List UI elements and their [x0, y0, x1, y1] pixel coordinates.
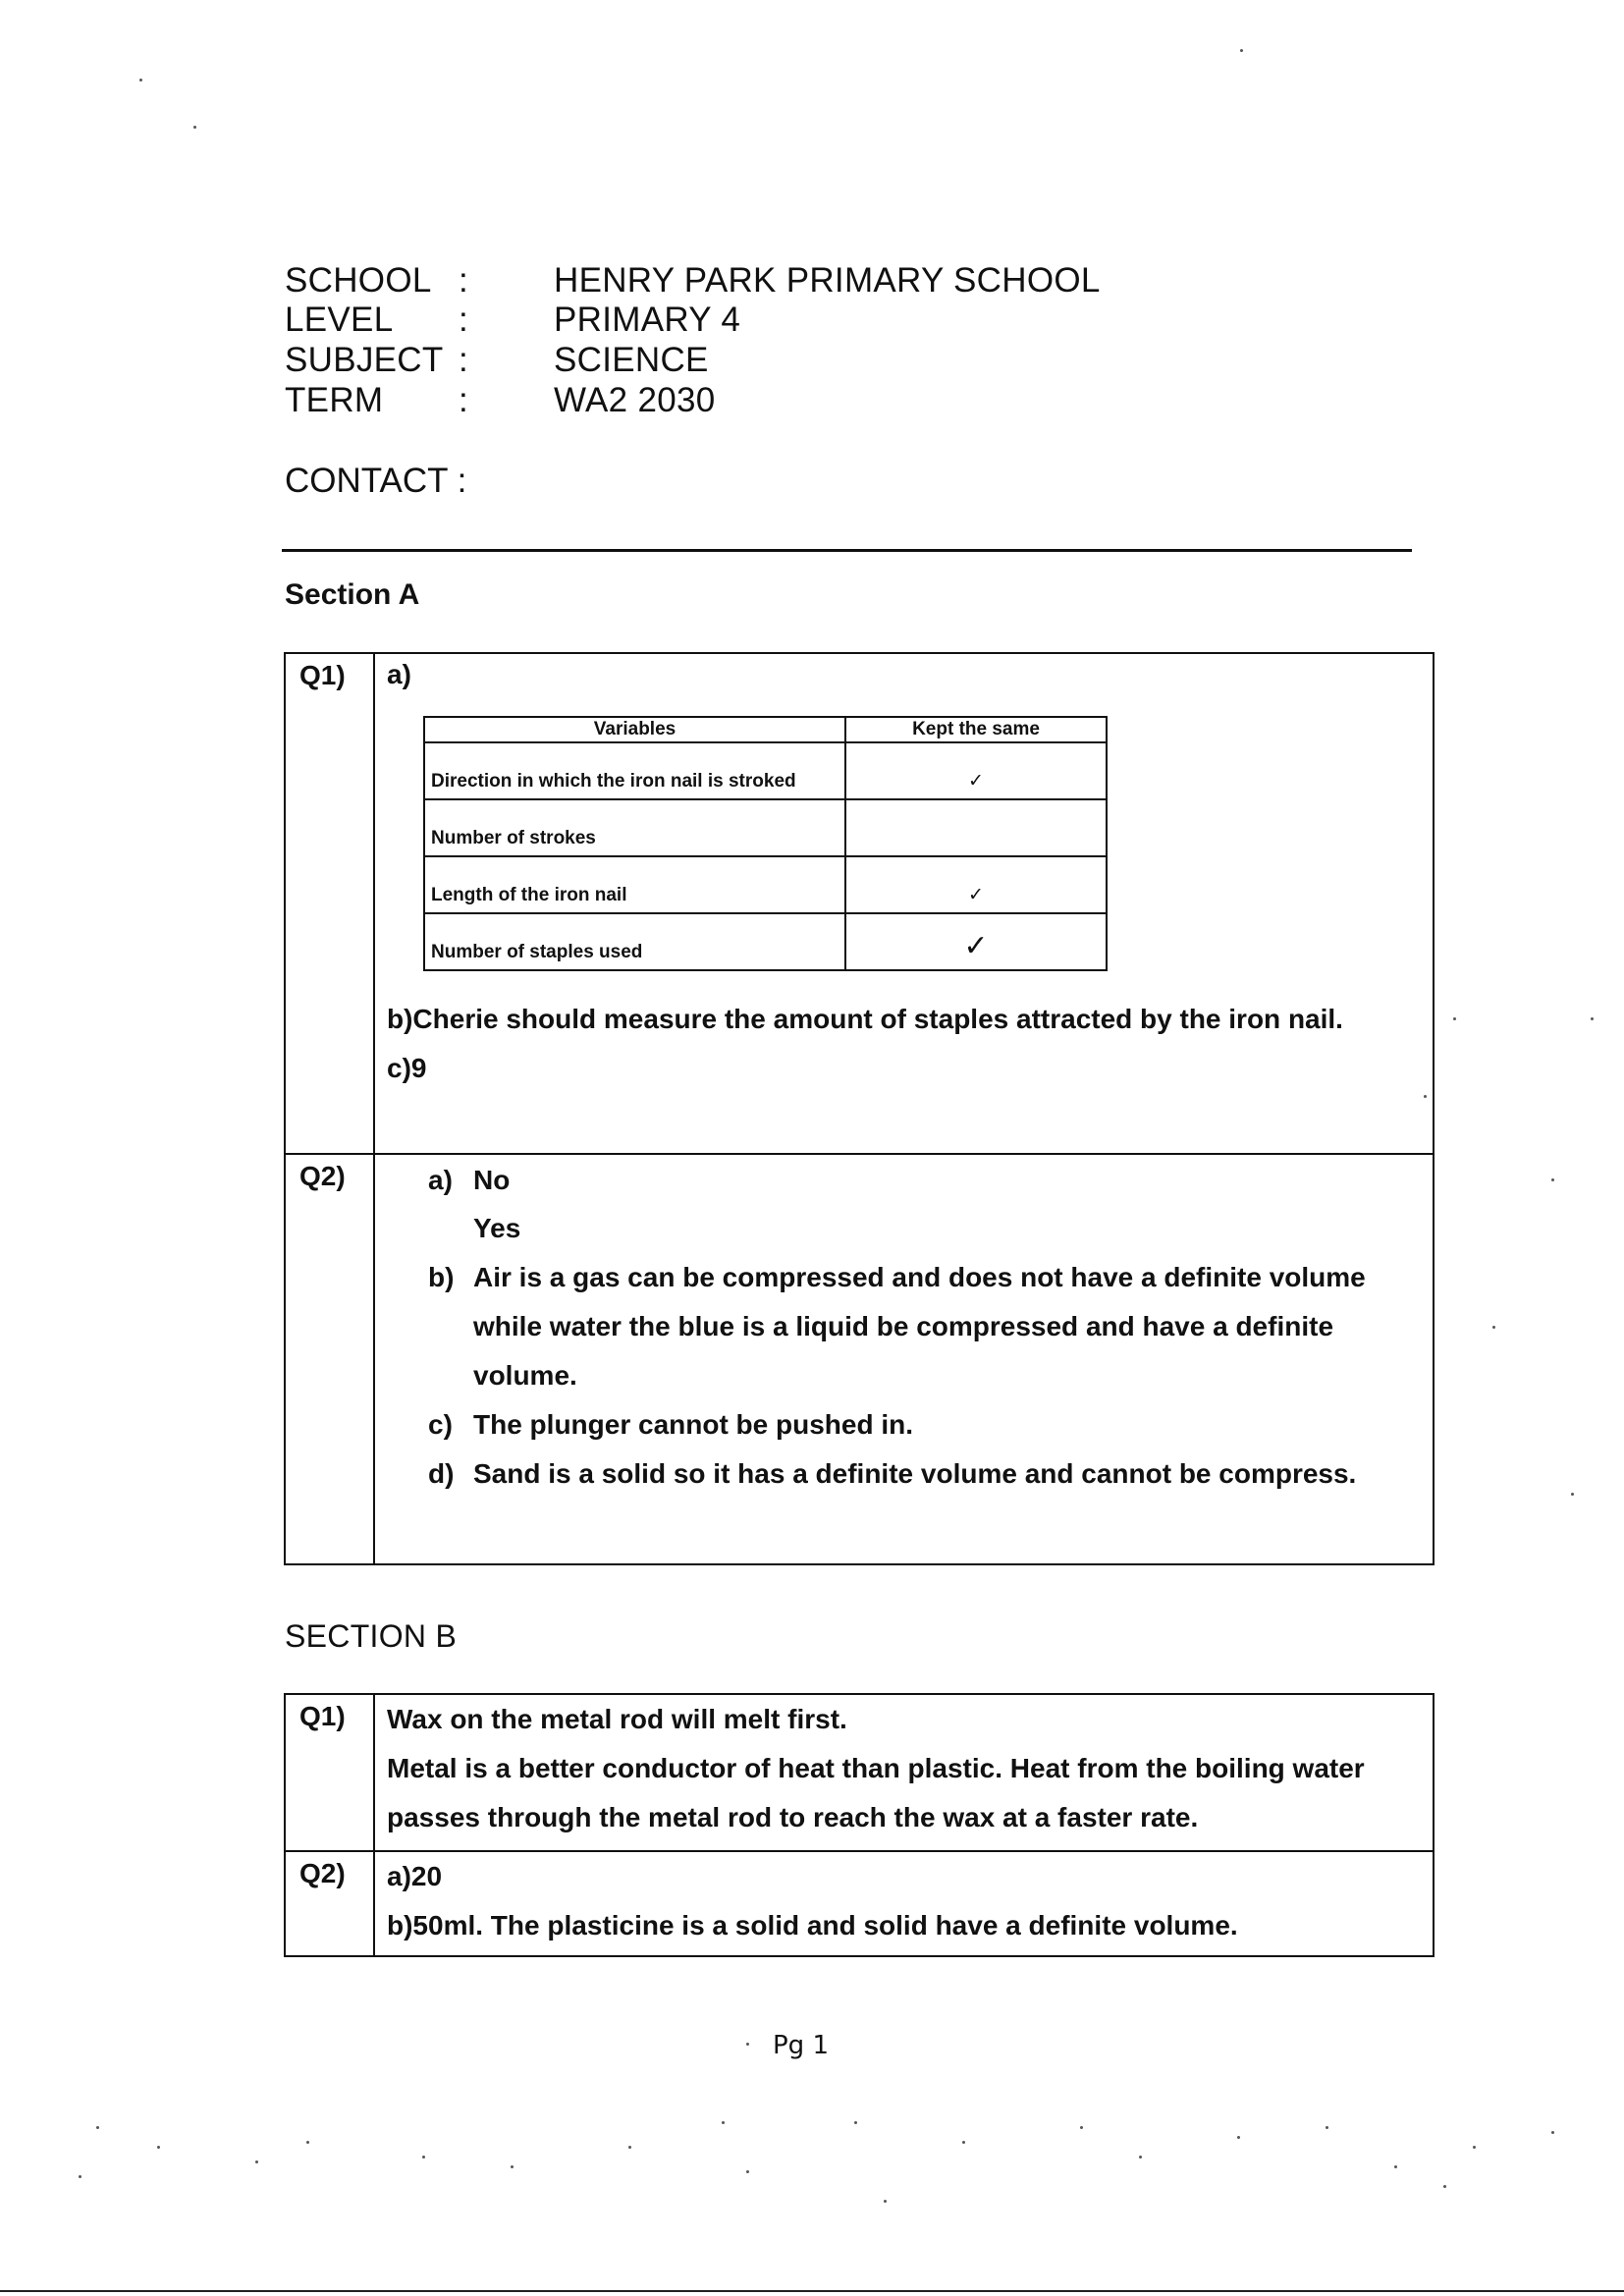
table-row: [424, 742, 1107, 799]
table-row: [424, 799, 1107, 856]
table-row: [424, 856, 1107, 913]
question-number: Q1): [285, 1694, 374, 1851]
list-item: [375, 1155, 1423, 1253]
header-value: WA2 2030: [554, 381, 716, 419]
part-label: a): [387, 659, 411, 689]
question-row: [285, 653, 1434, 1154]
variable-cell: Direction in which the iron nail is stroked: [424, 742, 845, 799]
answer-line: b)50ml. The plasticine is a solid and solid have a definite volume.: [387, 1910, 1238, 1941]
answer-line: Wax on the metal rod will melt first.: [387, 1704, 847, 1734]
header-colon: :: [459, 261, 469, 300]
question-row: [285, 1694, 1434, 1851]
item-marker: c): [428, 1409, 453, 1440]
answer-cell: [374, 653, 1434, 1154]
answer-cell: [374, 1851, 1434, 1956]
header-colon: :: [459, 341, 469, 379]
check-mark-icon: ✓: [845, 913, 1107, 970]
header-value: PRIMARY 4: [554, 301, 741, 339]
check-mark-icon: ✓: [845, 742, 1107, 799]
variables-header: Variables: [424, 717, 845, 742]
header-colon: :: [459, 381, 469, 419]
answer-line: Sand is a solid so it has a definite volume and cannot be compress.: [473, 1458, 1357, 1489]
list-item: [375, 1253, 1423, 1400]
variables-table: [423, 716, 1108, 971]
section-b-table: [284, 1693, 1435, 1957]
header-label: TERM: [285, 381, 384, 419]
item-marker: d): [428, 1458, 455, 1489]
answer-cell: [374, 1154, 1434, 1564]
header-row-term: [0, 381, 1624, 420]
header-row-level: [0, 301, 1624, 340]
question-number: Q2): [285, 1851, 374, 1956]
header-label: SUBJECT: [285, 341, 444, 379]
kept-same-header: Kept the same: [845, 717, 1107, 742]
answer-cell: [374, 1694, 1434, 1851]
section-b-title: SECTION B: [285, 1618, 458, 1654]
variable-cell: Number of strokes: [424, 799, 845, 856]
answer-line: No: [473, 1165, 511, 1195]
part-c-answer: c)9: [387, 1053, 427, 1083]
answer-line: Yes: [473, 1213, 521, 1243]
question-number: Q1): [285, 653, 374, 1154]
answer-line: a)20: [387, 1861, 443, 1891]
question-row: [285, 1851, 1434, 1956]
table-row: [424, 913, 1107, 970]
item-marker: b): [428, 1262, 455, 1292]
list-item: [375, 1449, 1423, 1499]
variable-cell: Length of the iron nail: [424, 856, 845, 913]
bottom-edge-line: [0, 2290, 1624, 2292]
question-number: Q2): [285, 1154, 374, 1564]
section-a-title: Section A: [285, 578, 420, 611]
contact-label: CONTACT :: [285, 462, 467, 500]
variables-table-header: [424, 717, 1107, 742]
header-row-school: [0, 261, 1624, 301]
question-row: [285, 1154, 1434, 1564]
header-label: LEVEL: [285, 301, 394, 339]
list-item: [375, 1400, 1423, 1449]
answer-line: Metal is a better conductor of heat than plastic. Heat from the boiling water passes through the metal rod to reach the wax at a faster rate.: [387, 1753, 1365, 1832]
item-marker: a): [428, 1165, 453, 1195]
header-colon: :: [459, 301, 469, 339]
header-label: SCHOOL: [285, 261, 432, 300]
mark-cell: [845, 799, 1107, 856]
check-mark-icon: ✓: [845, 856, 1107, 913]
header-divider: [282, 549, 1412, 552]
page-number: Pg 1: [773, 2031, 829, 2060]
header-row-subject: [0, 341, 1624, 380]
section-a-table: [284, 652, 1435, 1565]
answer-line: The plunger cannot be pushed in.: [473, 1409, 914, 1440]
header-value: HENRY PARK PRIMARY SCHOOL: [554, 261, 1101, 300]
header-value: SCIENCE: [554, 341, 709, 379]
part-b-answer: b)Cherie should measure the amount of staples attracted by the iron nail.: [387, 1004, 1343, 1034]
answer-line: Air is a gas can be compressed and does not have a definite volume while water the blue is a liquid be compressed and have a definite volume.: [473, 1262, 1366, 1391]
variable-cell: Number of staples used: [424, 913, 845, 970]
